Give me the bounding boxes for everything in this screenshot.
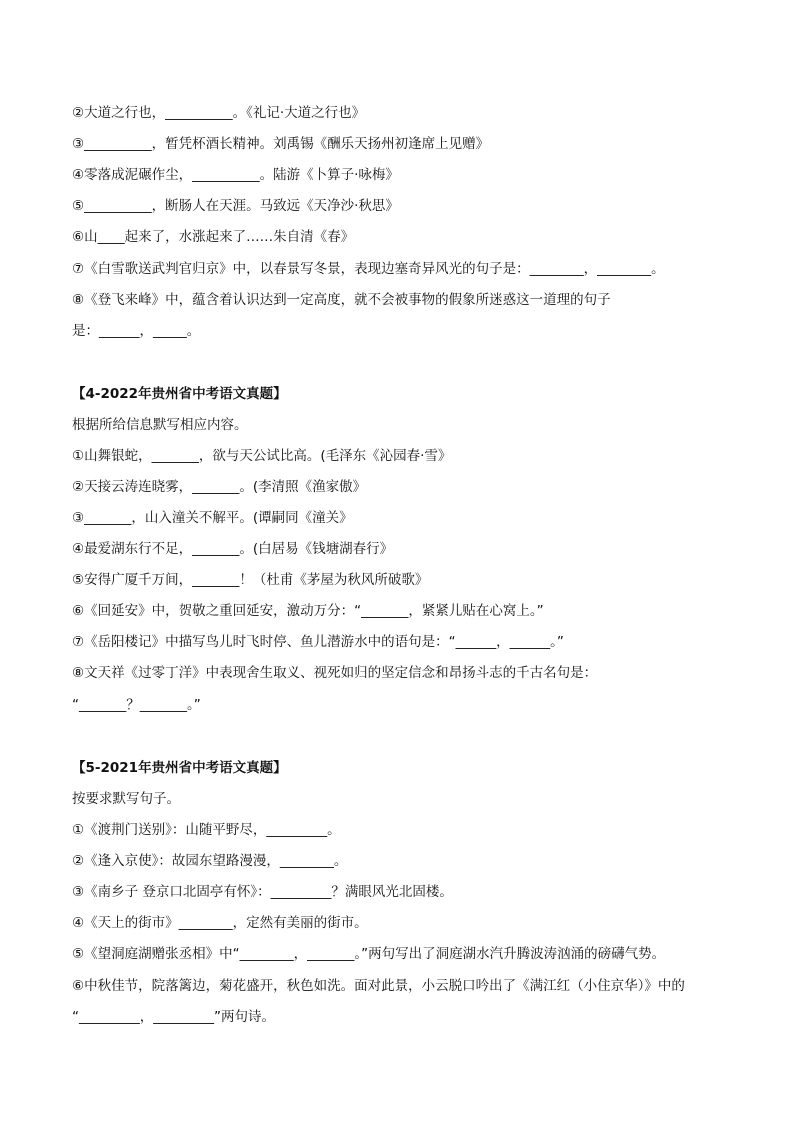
question-5-item-3: ③《南乡子 登京口北固亭有怀》：_________？满眼风光北固楼。 <box>72 884 453 900</box>
question-4-item-7: ⑦《岳阳楼记》中描写鸟儿时飞时停、鱼儿潜游水中的语句是：“______，______。” <box>72 634 564 650</box>
question-4-item-2: ②天接云涛连晓雾，_______。(李清照《渔家傲》 <box>72 479 367 495</box>
question-3-item-4: ④零落成泥碾作尘，__________。陆游《卜算子·咏梅》 <box>72 167 399 183</box>
question-4-item-1: ①山舞银蛇，_______，欲与天公试比高。(毛泽东《沁园春·雪》 <box>72 448 452 464</box>
question-5-item-6-cont: “_________，_________”两句诗。 <box>72 1009 275 1025</box>
question-4-item-5: ⑤安得广厦千万间，_______！（杜甫《茅屋为秋风所破歌》 <box>72 572 429 588</box>
question-3-item-7: ⑦《白雪歌送武判官归京》中，以春景写冬景，表现边塞奇异风光的句子是：________，________。 <box>72 261 665 277</box>
section-4-heading: 【4-2022年贵州省中考语文真题】 <box>72 386 287 402</box>
question-4-item-8-cont: “_______？_______。” <box>72 697 201 713</box>
question-4-item-3: ③_______，山入潼关不解平。(谭嗣同《潼关》 <box>72 510 353 526</box>
question-3-item-5: ⑤__________，断肠人在天涯。马致远《天净沙·秋思》 <box>72 198 399 214</box>
question-5-item-5: ⑤《望洞庭湖赠张丞相》中“________，_______。”两句写出了洞庭湖水汽升腾波涛汹涌的磅礴气势。 <box>72 946 666 962</box>
question-3-item-8-cont: 是：______，_____。 <box>72 323 201 339</box>
question-3-item-3: ③__________，暂凭杯酒长精神。刘禹锡《酬乐天扬州初逢席上见赠》 <box>72 136 490 152</box>
question-5-item-2: ②《逢入京使》：故园东望路漫漫，________。 <box>72 853 348 869</box>
question-4-item-6: ⑥《回延安》中，贺敬之重回延安，激动万分：“_______，紧紧儿贴在心窝上。” <box>72 603 544 619</box>
question-5-item-6: ⑥中秋佳节，院落篱边，菊花盛开，秋色如洗。面对此景，小云脱口吟出了《满江红（小住京华）》中的 <box>72 978 685 994</box>
question-3-item-6: ⑥山____起来了，水涨起来了……朱自清《春》 <box>72 229 355 245</box>
question-5-item-4: ④《天上的街市》________，定然有美丽的街市。 <box>72 915 368 931</box>
question-3-item-2: ②大道之行也，__________。《礼记·大道之行也》 <box>72 105 366 121</box>
question-4-item-8: ⑧文天祥《过零丁洋》中表现舍生取义、视死如归的坚定信念和昂扬斗志的千古名句是： <box>72 665 598 681</box>
section-5-instruction: 按要求默写句子。 <box>72 791 180 807</box>
section-4-instruction: 根据所给信息默写相应内容。 <box>72 417 248 433</box>
question-3-item-8: ⑧《登飞来峰》中，蕴含着认识达到一定高度，就不会被事物的假象所迷惑这一道理的句子 <box>72 292 611 308</box>
question-4-item-4: ④最爱湖东行不足，_______。(白居易《钱塘湖春行》 <box>72 541 394 557</box>
section-5-heading: 【5-2021年贵州省中考语文真题】 <box>72 760 287 776</box>
question-5-item-1: ①《渡荆门送别》：山随平野尽，_________。 <box>72 822 341 838</box>
